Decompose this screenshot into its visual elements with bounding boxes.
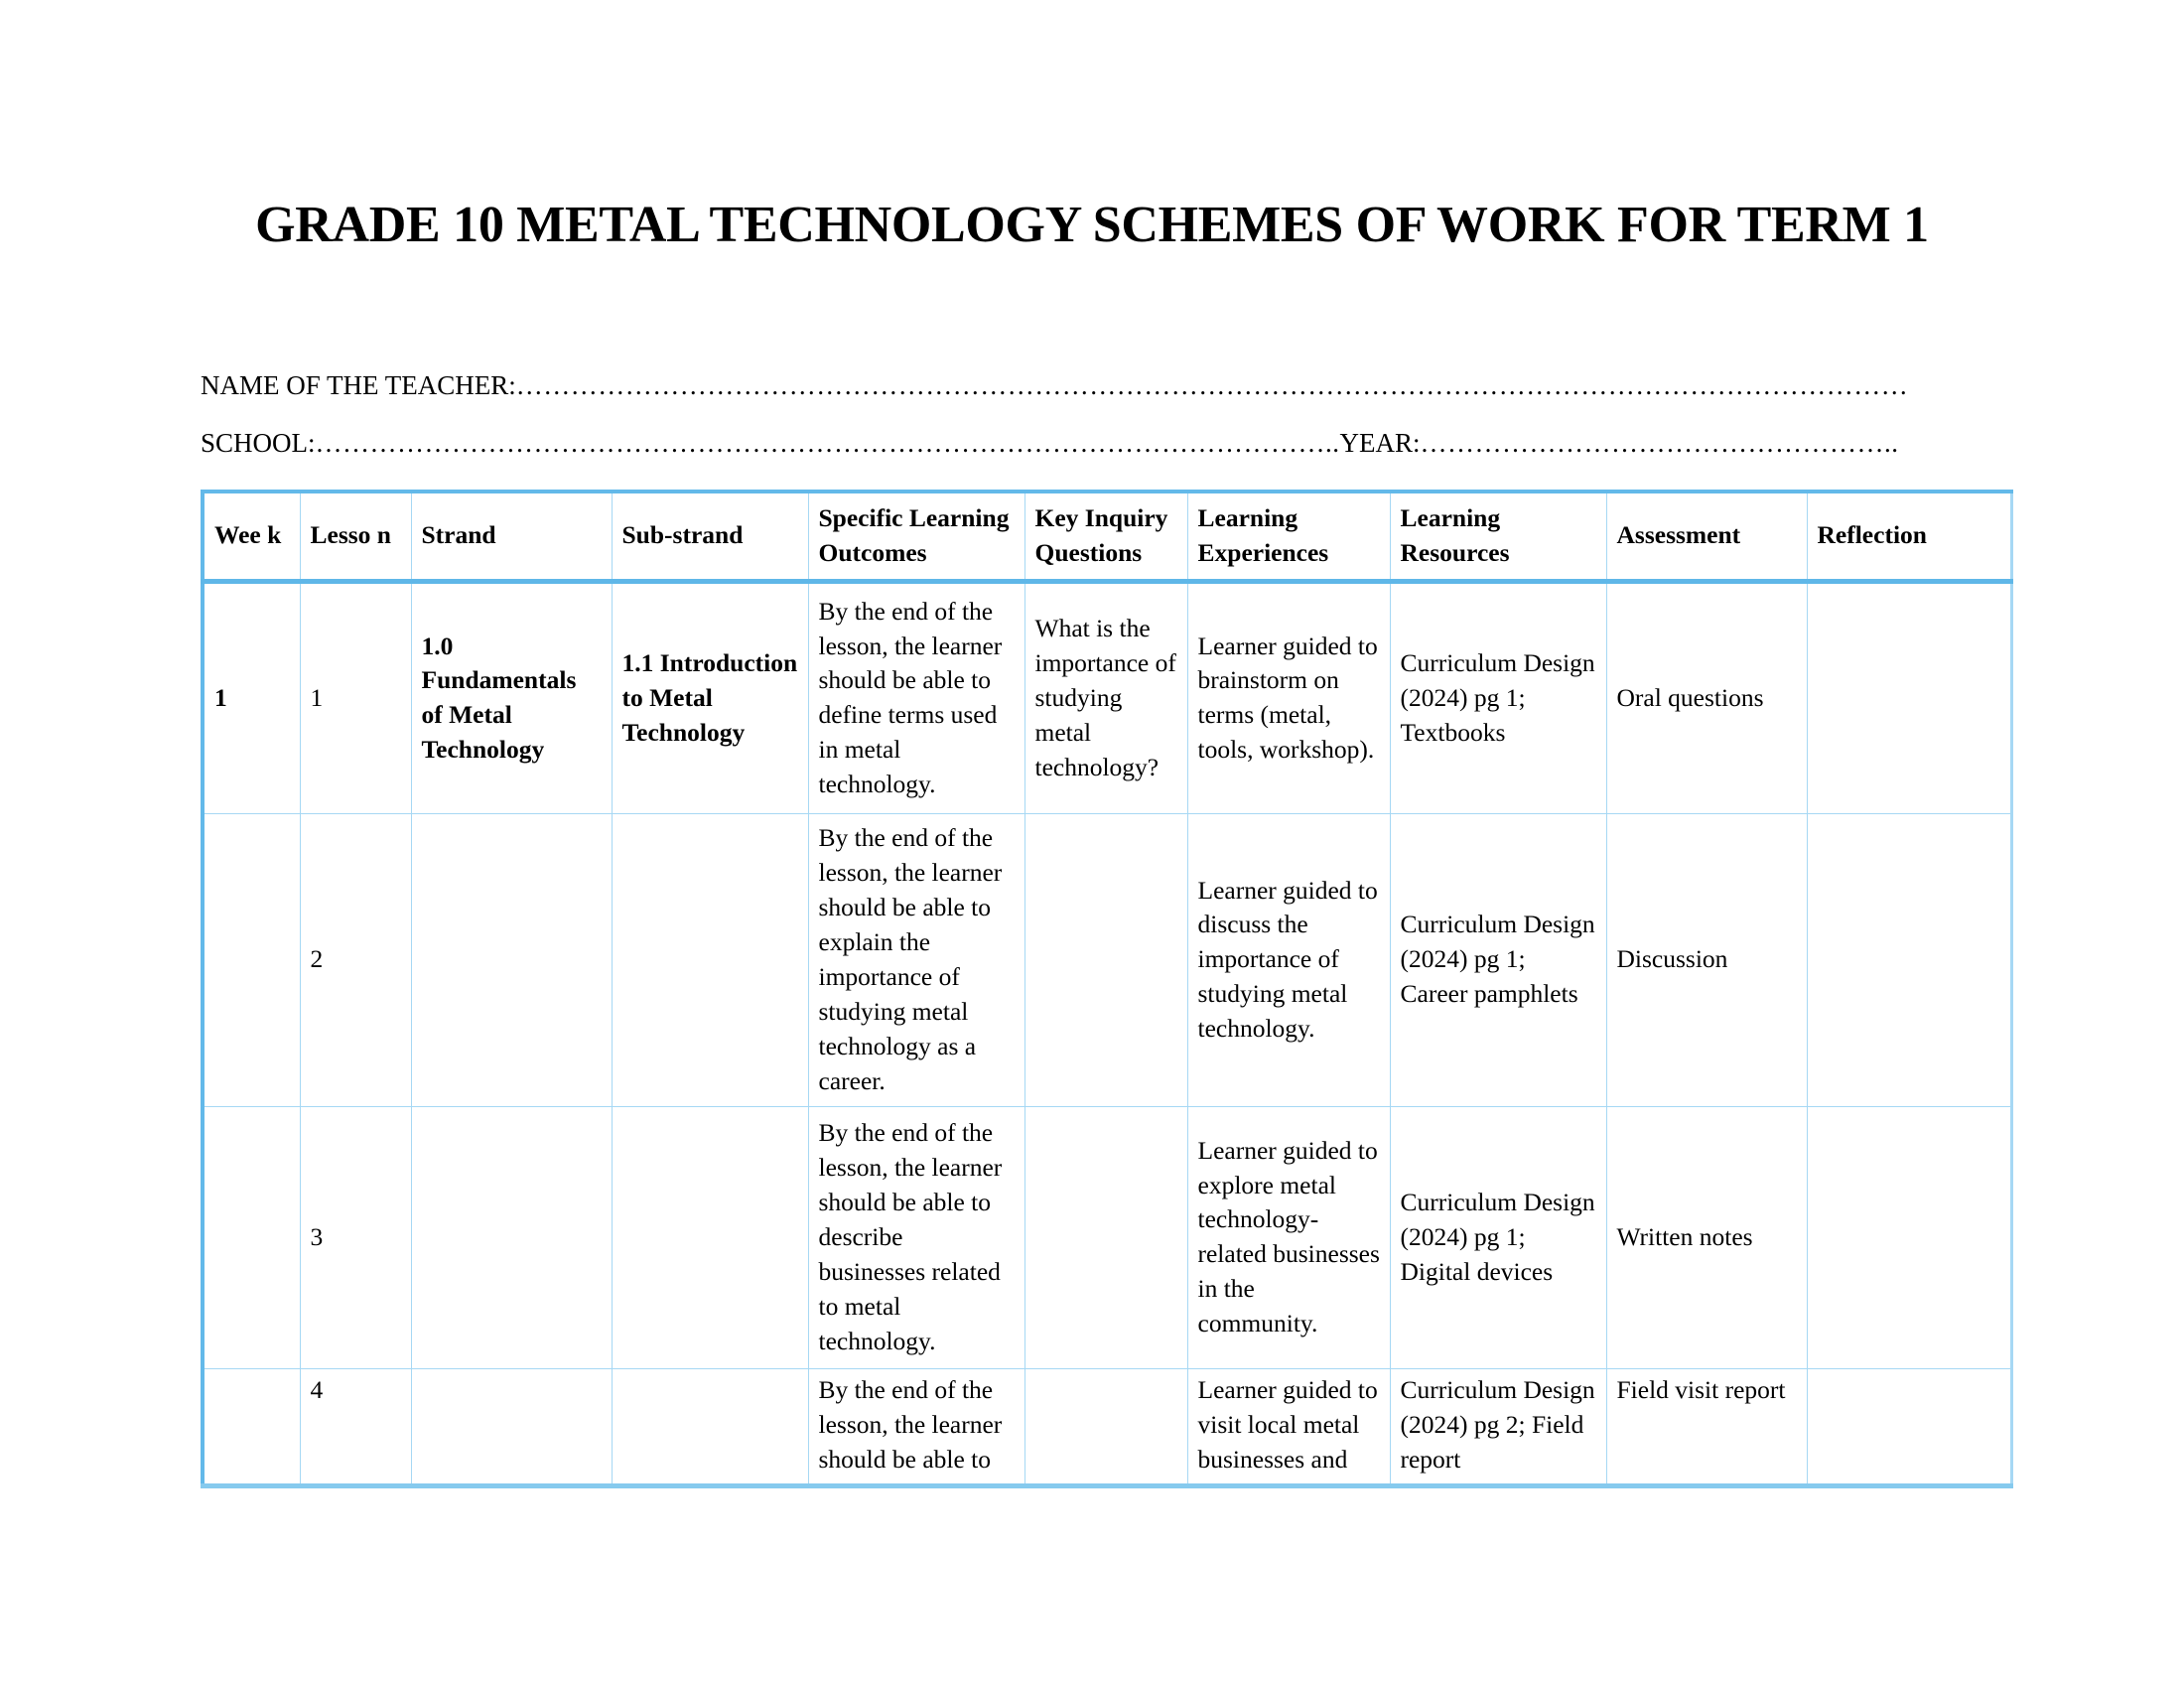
- cell-learning-experiences: Learner guided to discuss the importance of studying metal technology.: [1187, 813, 1390, 1106]
- document-meta-block: [201, 369, 2007, 460]
- cell-reflection: [1807, 1368, 2011, 1485]
- table-row: [203, 581, 2011, 813]
- school-label: SCHOOL:: [201, 428, 316, 459]
- cell-sub-strand: [612, 813, 808, 1106]
- cell-week: [203, 1106, 300, 1368]
- column-header-learning-resources: Learning Resources: [1390, 492, 1606, 581]
- cell-learning-resources: Curriculum Design (2024) pg 2; Field report: [1390, 1368, 1606, 1485]
- column-header-learning-experiences: Learning Experiences: [1187, 492, 1390, 581]
- table-row: [203, 1106, 2011, 1368]
- column-header-week: Wee k: [203, 492, 300, 581]
- cell-week: [203, 1368, 300, 1485]
- cell-reflection: [1807, 581, 2011, 813]
- cell-key-inquiry-questions: [1024, 1106, 1187, 1368]
- cell-reflection: [1807, 1106, 2011, 1368]
- cell-assessment: Oral questions: [1606, 581, 1807, 813]
- school-year-line: [201, 427, 2007, 459]
- cell-learning-resources: Curriculum Design (2024) pg 1; Digital devices: [1390, 1106, 1606, 1368]
- cell-key-inquiry-questions: [1024, 1368, 1187, 1485]
- cell-learning-resources: Curriculum Design (2024) pg 1; Textbooks: [1390, 581, 1606, 813]
- teacher-name-line: [201, 369, 2007, 401]
- cell-lesson: 3: [300, 1106, 411, 1368]
- school-fill-dots: …………………………………………………………………………………………………..: [315, 428, 1340, 459]
- cell-lesson: 1: [300, 581, 411, 813]
- cell-learning-experiences: Learner guided to visit local metal businesses and: [1187, 1368, 1390, 1485]
- cell-specific-learning-outcomes: By the end of the lesson, the learner should be able to describe businesses related to metal technology.: [808, 1106, 1024, 1368]
- table-row: [203, 1368, 2011, 1485]
- cell-reflection: [1807, 813, 2011, 1106]
- column-header-reflection: Reflection: [1807, 492, 2011, 581]
- column-header-lesson: Lesso n: [300, 492, 411, 581]
- cell-strand: [411, 813, 612, 1106]
- cell-lesson: 2: [300, 813, 411, 1106]
- cell-specific-learning-outcomes: By the end of the lesson, the learner should be able to define terms used in metal technology.: [808, 581, 1024, 813]
- year-label: YEAR:: [1339, 428, 1421, 459]
- page-title: GRADE 10 METAL TECHNOLOGY SCHEMES OF WORK FOR TERM 1: [255, 197, 1929, 253]
- cell-specific-learning-outcomes: By the end of the lesson, the learner should be able to explain the importance of studying metal technology as a career.: [808, 813, 1024, 1106]
- cell-assessment: Written notes: [1606, 1106, 1807, 1368]
- cell-assessment: Discussion: [1606, 813, 1807, 1106]
- cell-strand: 1.0 Fundamentals of Metal Technology: [411, 581, 612, 813]
- cell-learning-experiences: Learner guided to brainstorm on terms (metal, tools, workshop).: [1187, 581, 1390, 813]
- column-header-key-inquiry-questions: Key Inquiry Questions: [1024, 492, 1187, 581]
- column-header-specific-learning-outcomes: Specific Learning Outcomes: [808, 492, 1024, 581]
- cell-key-inquiry-questions: What is the importance of studying metal technology?: [1024, 581, 1187, 813]
- teacher-name-label: NAME OF THE TEACHER:: [201, 370, 516, 400]
- cell-strand: [411, 1106, 612, 1368]
- cell-learning-experiences: Learner guided to explore metal technology-related businesses in the community.: [1187, 1106, 1390, 1368]
- cell-sub-strand: [612, 1368, 808, 1485]
- column-header-sub-strand: Sub-strand: [612, 492, 808, 581]
- teacher-name-fill-dots: ………………………………………………………………………………………………………………………………………: [515, 370, 1909, 400]
- cell-lesson: 4: [300, 1368, 411, 1485]
- schemes-of-work-table: [201, 490, 2013, 1488]
- column-header-strand: Strand: [411, 492, 612, 581]
- year-fill-dots: ……………………………………………..: [1420, 428, 1899, 459]
- schemes-of-work-table-container: [201, 490, 2009, 1488]
- cell-week: 1: [203, 581, 300, 813]
- cell-week: [203, 813, 300, 1106]
- cell-specific-learning-outcomes: By the end of the lesson, the learner should be able to: [808, 1368, 1024, 1485]
- cell-sub-strand: 1.1 Introduction to Metal Technology: [612, 581, 808, 813]
- cell-strand: [411, 1368, 612, 1485]
- cell-learning-resources: Curriculum Design (2024) pg 1; Career pamphlets: [1390, 813, 1606, 1106]
- column-header-assessment: Assessment: [1606, 492, 1807, 581]
- table-row: [203, 813, 2011, 1106]
- table-header-row: [203, 492, 2011, 581]
- cell-key-inquiry-questions: [1024, 813, 1187, 1106]
- cell-sub-strand: [612, 1106, 808, 1368]
- cell-assessment: Field visit report: [1606, 1368, 1807, 1485]
